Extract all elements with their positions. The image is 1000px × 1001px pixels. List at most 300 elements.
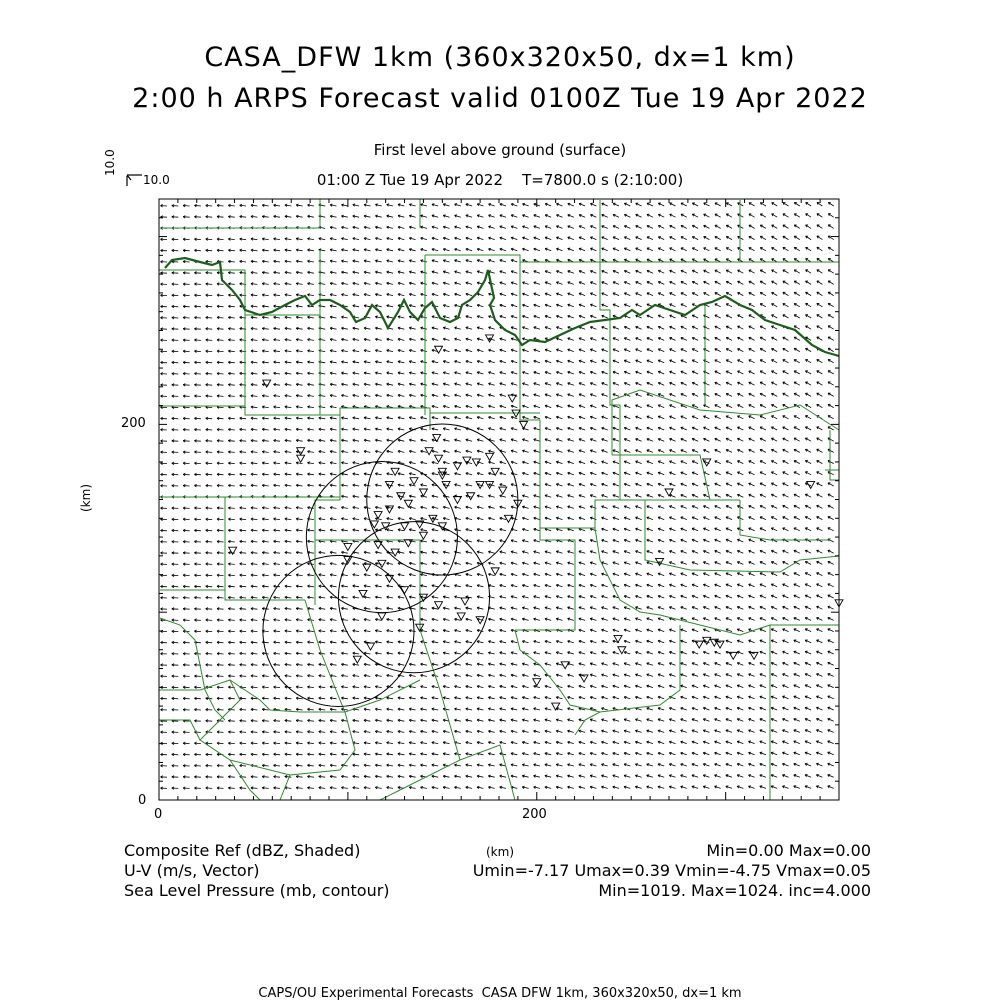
wind-vector [161,395,167,398]
wind-vector [274,663,280,666]
wind-vector [341,462,347,465]
wind-vector [172,451,178,454]
wind-vector [421,674,427,677]
wind-vector [602,282,608,285]
wind-vector [228,731,234,734]
wind-vector [522,304,528,307]
wind-vector [217,787,223,790]
wind-vector [760,774,766,777]
wind-vector [715,741,721,744]
wind-vector [681,584,687,587]
wind-vector [307,753,313,756]
wind-vector [760,371,766,374]
wind-vector [488,741,494,744]
wind-vector [172,641,178,644]
wind-vector [771,696,777,699]
wind-vector [353,719,359,722]
wind-vector [172,652,178,655]
wind-vector [488,327,494,330]
wind-vector [602,349,608,352]
wind-vector [715,528,721,531]
wind-vector [782,752,788,755]
wind-vector [375,271,381,274]
wind-vector [206,529,212,532]
wind-vector [771,483,777,486]
wind-vector [409,719,415,722]
wind-vector [285,697,291,700]
wind-vector [511,764,517,767]
wind-vector [602,584,608,587]
wind-vector [772,292,778,295]
wind-vector [477,719,483,722]
wind-vector [783,629,789,632]
wind-vector [251,428,257,431]
wind-vector [794,752,800,755]
wind-vector [307,271,313,274]
wind-vector [805,629,811,632]
wind-vector [387,517,393,520]
wind-vector [828,763,834,766]
wind-vector [206,395,212,398]
wind-vector [341,697,347,700]
wind-vector [669,707,675,710]
wind-vector [240,708,246,711]
wind-vector [748,786,754,789]
wind-vector [421,282,427,284]
wind-vector [715,730,721,733]
wind-vector [816,640,822,643]
wind-vector [341,372,347,375]
wind-vector [330,271,336,274]
wind-vector [375,361,381,364]
wind-vector [387,249,393,252]
wind-vector [658,438,664,441]
wind-vector [715,349,721,352]
wind-vector [816,774,822,777]
wind-vector [817,483,823,486]
wind-vector [726,225,732,228]
wind-vector [466,786,472,789]
wind-vector [522,596,528,598]
wind-vector [206,630,212,633]
wind-vector [228,484,234,487]
wind-vector [353,574,359,577]
wind-vector [194,473,200,476]
wind-vector [715,786,721,789]
wind-vector [375,305,381,308]
wind-vector [500,293,506,296]
wind-vector [330,249,336,252]
wind-vector [330,529,336,532]
wind-vector [602,517,608,520]
county-line [595,500,839,635]
wind-vector [647,730,653,733]
wind-vector [217,440,223,443]
wind-vector [364,551,370,554]
wind-vector [658,337,664,340]
wind-vector [556,730,562,732]
wind-vector [670,225,676,228]
wind-vector [636,472,642,475]
wind-vector [522,248,528,251]
wind-vector [590,315,596,318]
wind-vector [161,596,167,599]
wind-vector [206,316,212,319]
wind-vector [556,203,562,206]
wind-vector [749,427,755,430]
wind-vector [217,776,223,779]
wind-vector [624,528,630,531]
wind-vector [613,506,619,509]
wind-vector [579,528,585,531]
wind-vector [477,775,483,778]
wind-vector [828,427,834,430]
wind-vector [398,316,404,319]
wind-vector [409,551,415,554]
wind-vector [353,428,359,431]
wind-vector [183,238,189,241]
wind-vector [624,203,630,206]
wind-vector [206,596,212,599]
wind-vector [262,316,268,319]
wind-vector [240,663,246,666]
wind-vector [307,204,313,207]
wind-vector [421,742,427,745]
wind-vector [432,775,438,778]
wind-vector [556,752,562,754]
wind-vector [613,270,619,273]
wind-vector [783,247,789,250]
wind-vector [703,786,709,789]
wind-vector [703,584,709,587]
wind-vector [624,640,630,643]
wind-vector [353,462,359,465]
wind-vector [206,372,212,375]
wind-vector [522,741,528,744]
wind-vector [375,495,381,498]
wind-vector [274,316,280,319]
wind-vector [748,763,754,766]
wind-vector [251,439,257,442]
wind-vector [432,383,438,385]
wind-vector [387,372,393,375]
wind-vector [726,393,732,396]
wind-vector [647,337,653,340]
wind-vector [737,741,743,744]
wind-vector [704,292,710,295]
wind-vector [262,563,268,566]
wind-vector [749,281,755,284]
wind-vector [681,337,687,340]
wind-vector [432,506,438,509]
wind-vector [805,393,811,396]
wind-vector [432,271,438,273]
wind-vector [681,741,687,744]
wind-vector [228,563,234,566]
wind-vector [669,685,675,688]
wind-vector [545,282,551,285]
wind-vector [748,775,754,778]
wind-vector [556,371,562,374]
wind-vector [647,786,653,788]
wind-vector [206,585,212,588]
wind-vector [251,339,257,342]
wind-vector [771,595,777,598]
wind-vector [704,349,710,352]
wind-vector [398,775,404,778]
wind-vector [443,775,449,778]
wind-vector [545,775,551,778]
wind-vector [556,416,562,419]
wind-vector [421,394,427,397]
wind-vector [534,786,540,789]
wind-vector [488,719,494,722]
wind-vector [658,517,664,520]
wind-vector [613,674,619,677]
wind-vector [715,584,721,587]
wind-vector [432,226,438,228]
wind-vector [183,384,189,387]
wind-vector [387,271,393,274]
wind-vector [172,417,178,420]
wind-vector [466,416,472,418]
wind-vector [522,461,528,464]
wind-vector [172,619,178,622]
wind-vector [511,607,517,609]
wind-vector [194,294,200,297]
wind-vector [726,438,732,441]
wind-vector [545,226,551,229]
wind-vector [206,283,212,286]
wind-vector [715,405,721,408]
wind-vector [568,618,574,620]
wind-vector [556,304,562,307]
wind-vector [545,752,551,754]
wind-vector [500,226,506,229]
wind-vector [658,707,664,710]
wind-vector [488,584,494,586]
wind-vector [330,663,336,666]
wind-vector [794,326,800,329]
wind-vector [194,518,200,521]
wind-vector [715,483,721,486]
wind-vector [341,518,347,521]
wind-vector [387,495,393,498]
wind-vector [749,371,755,374]
wind-vector [262,327,268,330]
wind-vector [285,675,291,678]
wind-vector [319,506,325,509]
wind-vector [307,630,313,633]
wind-vector [330,618,336,621]
wind-vector [421,349,427,352]
wind-vector [772,203,778,206]
wind-vector [568,383,574,386]
wind-vector [635,607,641,610]
wind-vector [466,372,472,374]
wind-vector [296,551,302,554]
wind-vector [251,753,257,756]
wind-vector [602,203,608,206]
wind-vector [172,294,178,297]
wind-vector [579,427,585,430]
wind-vector [635,730,641,733]
wind-vector [228,608,234,611]
wind-vector [636,483,642,486]
wind-vector [161,372,167,375]
wind-vector [613,360,619,363]
wind-vector [341,551,347,554]
wind-vector [636,371,642,374]
wind-vector [817,326,823,329]
wind-vector [443,293,449,295]
wind-vector [805,617,811,620]
wind-vector [421,730,427,733]
wind-vector [172,563,178,566]
wind-vector [466,450,472,452]
wind-vector [658,584,664,587]
wind-vector [274,249,280,252]
wind-vector [613,539,619,542]
wind-vector [669,719,675,722]
wind-vector [828,494,834,497]
wind-vector [319,719,325,722]
wind-vector [669,550,675,553]
wind-vector [522,371,528,374]
wind-vector [534,439,540,442]
wind-vector [477,540,483,542]
wind-vector [805,371,811,374]
wind-vector [602,270,608,273]
wind-vector [545,237,551,240]
wind-vector [375,686,381,689]
wind-vector [726,292,732,295]
wind-vector [353,226,359,229]
wind-vector [772,270,778,273]
wind-vector [183,294,189,297]
wind-vector [172,350,178,353]
wind-vector [500,259,506,262]
wind-vector [658,293,664,296]
wind-vector [432,529,438,532]
wind-vector [522,573,528,575]
wind-vector [319,775,325,778]
wind-vector [636,427,642,430]
wind-vector [262,428,268,431]
wind-vector [466,663,472,666]
wind-vector [681,595,687,598]
wind-vector [477,674,483,677]
wind-vector [545,696,551,698]
wind-vector [534,483,540,486]
wind-vector [206,563,212,566]
wind-vector [613,214,619,217]
wind-vector [398,652,404,655]
wind-vector [387,529,393,532]
wind-vector [466,741,472,744]
wind-vector [556,674,562,676]
wind-vector [296,630,302,633]
wind-vector [771,360,777,363]
wind-vector [228,664,234,667]
wind-vector [217,372,223,375]
wind-vector [488,775,494,778]
wind-vector [183,596,189,599]
wind-vector [285,484,291,487]
wind-vector [511,293,517,296]
wind-vector [274,619,280,622]
wind-vector [307,596,313,599]
wind-vector [364,574,370,577]
wind-vector [432,764,438,767]
wind-vector [387,596,393,599]
wind-vector [715,461,721,464]
wind-vector [771,561,777,564]
wind-vector [749,584,755,587]
wind-vector [500,315,506,318]
wind-vector [806,270,812,273]
wind-vector [364,417,370,420]
wind-vector [568,775,574,777]
wind-vector [579,573,585,576]
wind-vector [455,327,461,329]
wind-vector [737,595,743,598]
wind-vector [206,350,212,353]
wind-vector [364,215,370,218]
wind-vector [522,383,528,386]
wind-vector [443,237,449,239]
wind-vector [206,641,212,644]
wind-vector [669,651,675,654]
wind-vector [579,495,585,498]
wind-vector [375,764,381,767]
wind-vector [545,786,551,789]
wind-vector [455,383,461,385]
wind-vector [817,292,823,295]
wind-vector [805,516,811,519]
wind-vector [624,382,630,385]
wind-vector [330,708,336,711]
wind-vector [341,787,347,790]
wind-vector [466,573,472,576]
wind-vector [500,495,506,497]
wind-vector [341,271,347,274]
wind-vector [240,451,246,454]
wind-vector [794,247,800,250]
wind-vector [307,462,313,465]
wind-vector [590,226,596,229]
wind-vector [590,282,596,285]
wind-vector [635,741,641,744]
wind-vector [488,652,494,655]
wind-vector [477,271,483,274]
wind-vector [364,473,370,476]
wind-vector [828,774,834,777]
wind-vector [568,416,574,419]
wind-vector [737,382,743,385]
wind-vector [624,472,630,475]
wind-vector [613,528,619,531]
wind-vector [194,440,200,443]
wind-vector [579,293,585,296]
wind-vector [590,326,596,329]
wind-vector [409,629,415,632]
wind-vector [285,551,291,554]
wind-vector [669,741,675,744]
wind-vector [726,662,732,665]
wind-vector [817,516,823,519]
wind-vector [228,585,234,588]
